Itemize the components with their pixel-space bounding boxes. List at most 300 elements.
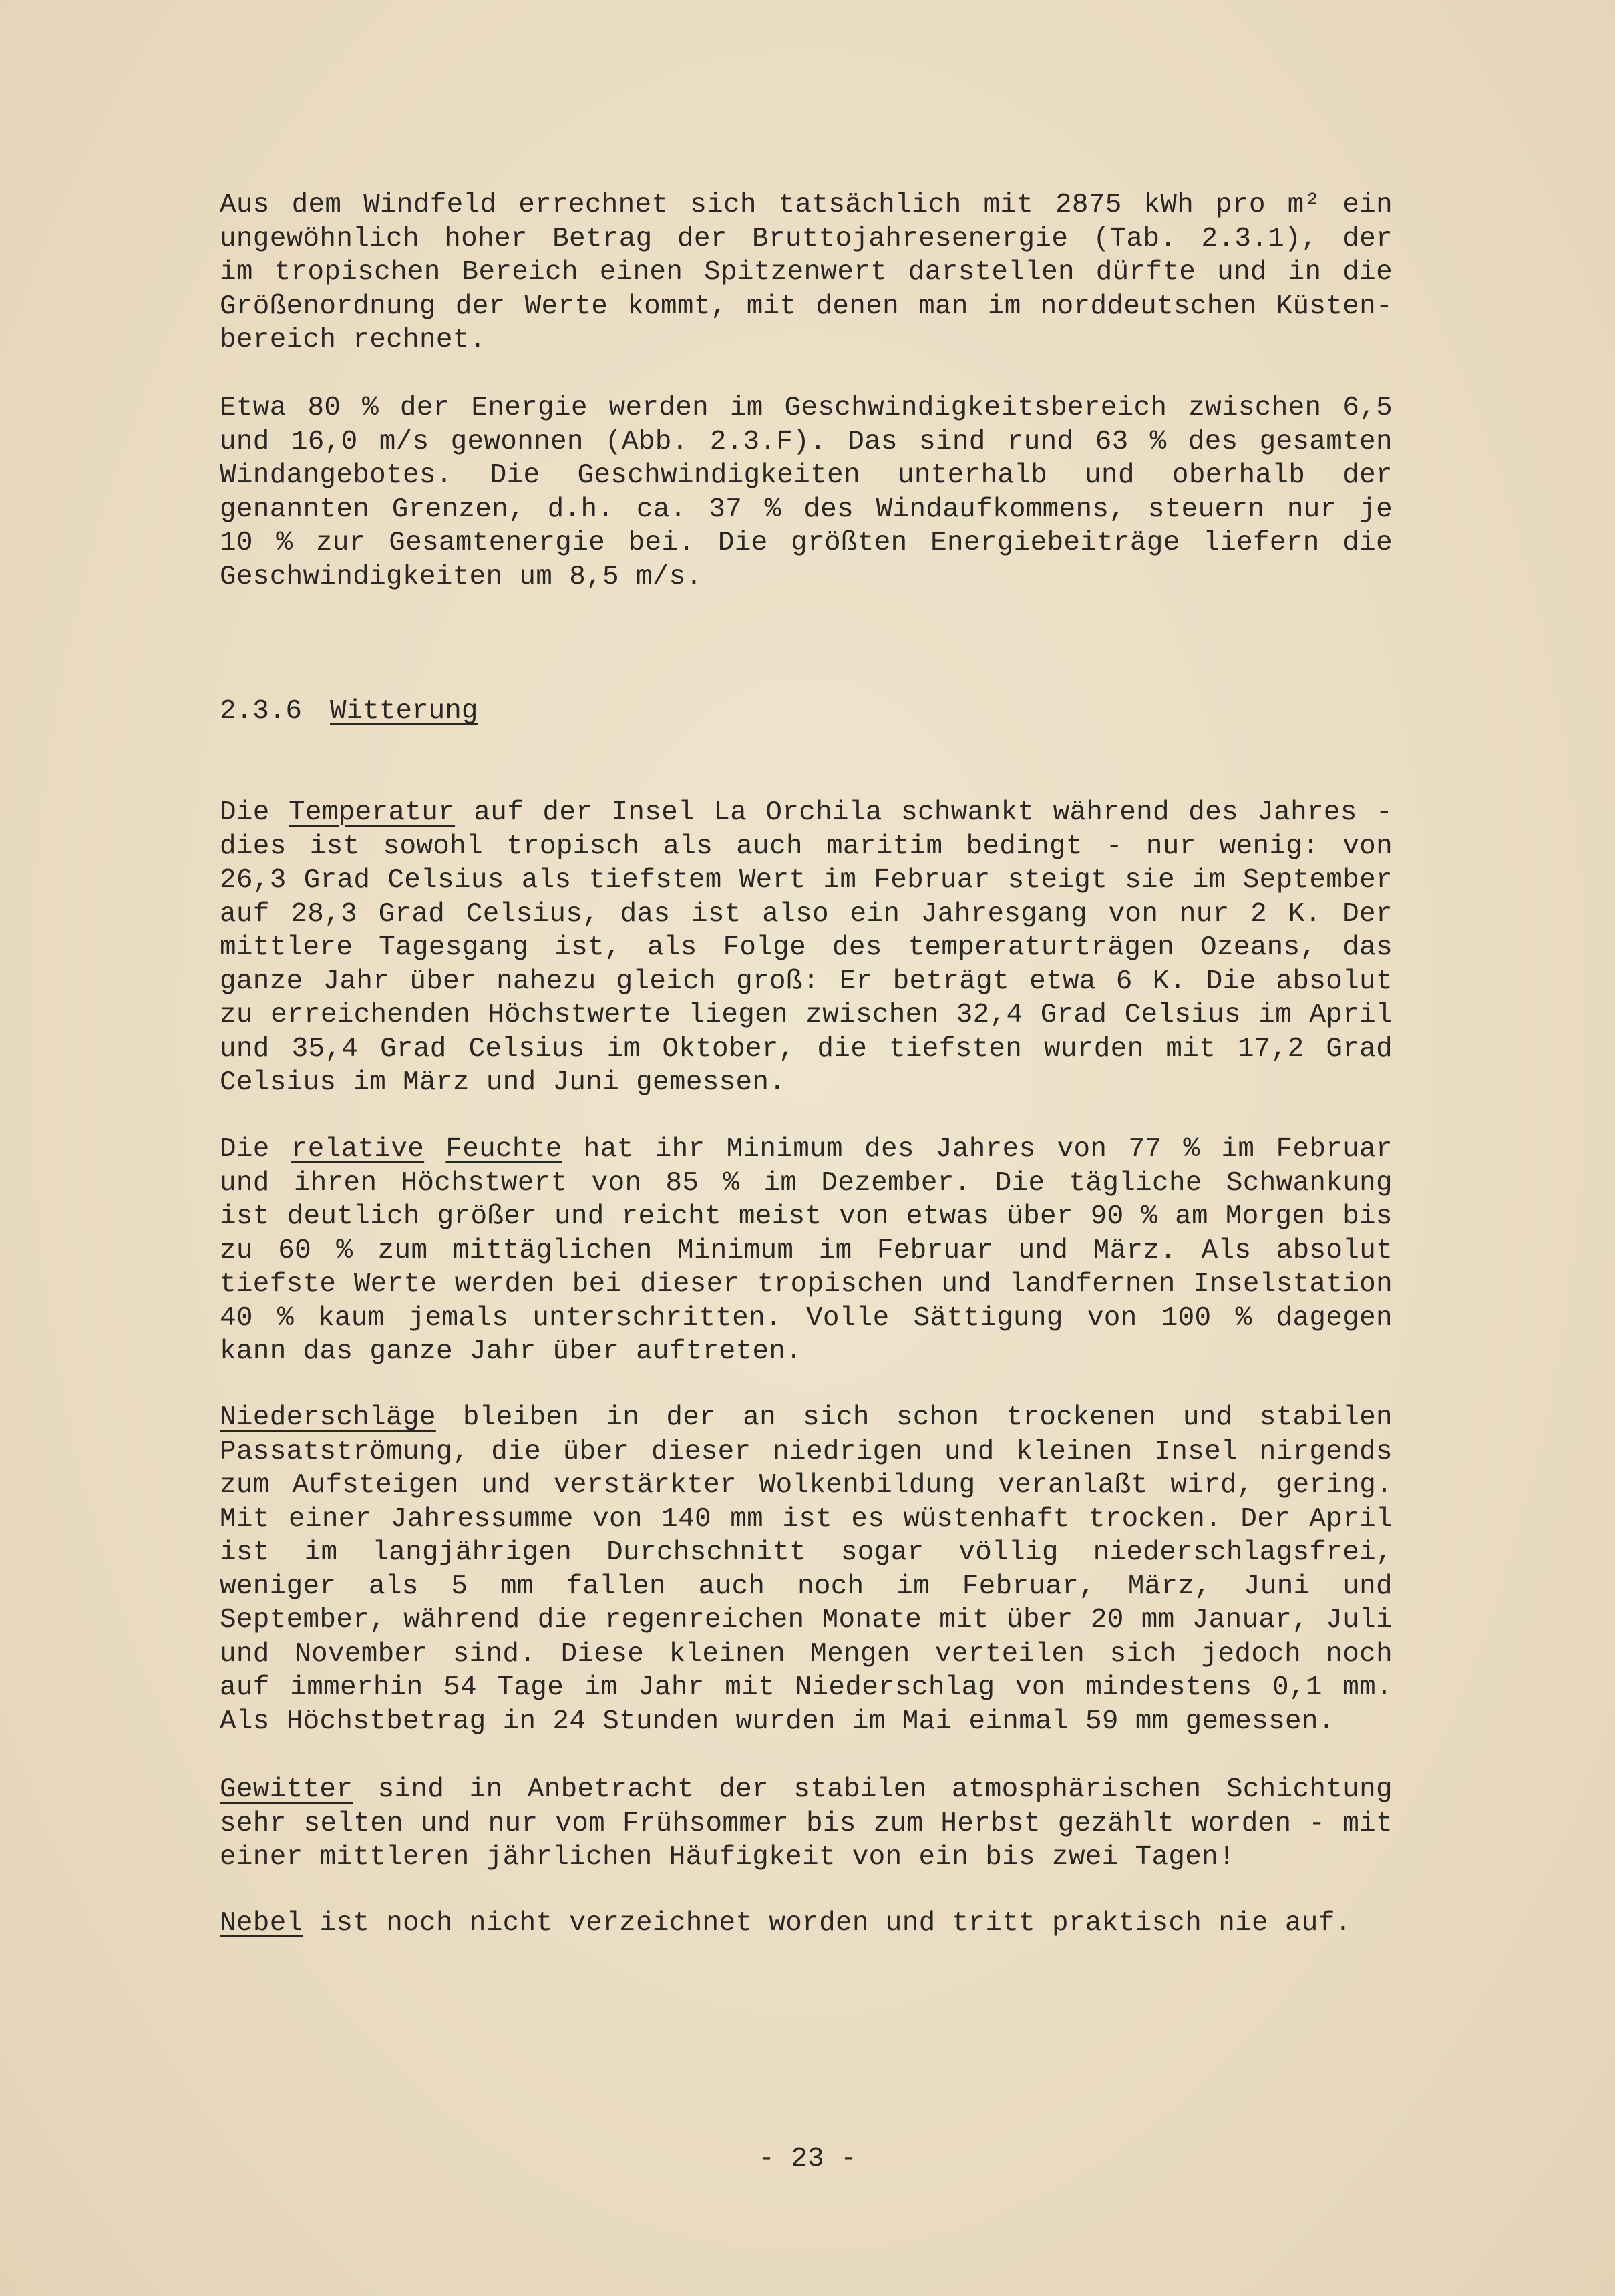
word: 90 <box>1090 1201 1124 1232</box>
text-line <box>220 323 1393 357</box>
word: der <box>399 393 450 423</box>
word: Inselstation <box>1193 1269 1393 1300</box>
word: atmosphärischen <box>951 1774 1202 1805</box>
word: der <box>1342 460 1393 491</box>
word: trockenen <box>1006 1402 1156 1433</box>
word: % <box>764 494 781 525</box>
word: noch <box>386 1908 453 1939</box>
word: worden <box>1192 1808 1292 1839</box>
word: des <box>864 1134 914 1165</box>
word: dem <box>291 190 342 220</box>
word: Häufigkeit <box>669 1842 836 1873</box>
section-title: Witterung <box>330 696 478 727</box>
word: im <box>584 1672 618 1703</box>
word: 100 <box>1161 1302 1212 1334</box>
word: November <box>295 1638 428 1670</box>
word: in <box>469 1774 503 1805</box>
word: auf <box>220 1672 270 1703</box>
word: mit <box>1165 1033 1216 1065</box>
word: reicht <box>621 1201 721 1232</box>
word: die <box>817 1033 868 1065</box>
word: Mit <box>220 1503 270 1535</box>
word: ein <box>1342 190 1393 220</box>
word: Geschwindigkeitsbereich <box>784 393 1168 423</box>
word: sehr <box>220 1808 287 1839</box>
word: bei <box>572 1269 622 1300</box>
word: Windaufkommens, <box>876 494 1126 525</box>
word: - <box>1308 1808 1326 1839</box>
word: die <box>1342 257 1393 288</box>
word: bei. <box>628 528 695 558</box>
word: Juni <box>1243 1571 1310 1602</box>
word: tropischen <box>757 1269 924 1300</box>
word: mit <box>746 291 797 322</box>
word: nicht <box>469 1908 553 1939</box>
word: je <box>1359 494 1393 525</box>
word: Als <box>220 1706 270 1737</box>
word: gering. <box>1276 1470 1393 1501</box>
word: Tagesgang <box>379 932 529 963</box>
word: mittleren <box>319 1842 470 1873</box>
word: ist <box>309 831 360 862</box>
word: mit <box>983 190 1034 220</box>
word: im <box>763 1167 797 1199</box>
word: ungewöhnlich <box>220 223 419 254</box>
word: zu <box>220 1235 253 1266</box>
word: Windangebotes. <box>220 460 453 491</box>
word: nur <box>488 1808 538 1839</box>
word: die <box>537 1605 588 1636</box>
word: März <box>403 1067 470 1098</box>
word: Gesamtenergie <box>389 528 606 558</box>
word: von <box>591 1167 642 1199</box>
text-line <box>220 526 1393 560</box>
word: Anbetracht <box>527 1774 694 1805</box>
word: Windfeld <box>363 190 497 220</box>
word: im <box>729 393 763 423</box>
text-line <box>220 1032 1393 1067</box>
word: selten <box>303 1808 404 1839</box>
text-line <box>220 864 1393 898</box>
word: und <box>554 1201 604 1232</box>
word: - <box>1105 831 1123 862</box>
word: veranlaßt <box>998 1470 1148 1501</box>
text-line <box>220 965 1393 999</box>
section-number: 2.3.6 <box>220 696 303 727</box>
text-line <box>220 1335 1393 1369</box>
word: größer <box>437 1201 538 1232</box>
word: (Abb. <box>604 426 689 457</box>
word: der <box>677 223 727 254</box>
word: 6 <box>1115 966 1133 997</box>
word: im <box>606 1033 641 1065</box>
word: verstärkter <box>553 1470 737 1501</box>
word: bereich <box>220 325 337 355</box>
word: K. <box>1288 898 1322 930</box>
word: groß: <box>736 966 820 997</box>
word: und <box>220 1033 270 1065</box>
word: 2 <box>1250 898 1268 930</box>
text-line <box>220 998 1393 1032</box>
word: norddeutschen <box>1040 291 1257 322</box>
word: Höchstwerte <box>488 1000 671 1030</box>
word: bis <box>1342 1201 1393 1232</box>
word: wüstenhaft <box>903 1503 1070 1535</box>
word: April <box>1309 1503 1393 1535</box>
word: 35,4 <box>291 1033 359 1065</box>
word: sogar <box>840 1537 924 1568</box>
word: Werte <box>524 291 608 322</box>
word: auftreten. <box>636 1336 803 1367</box>
word: 40 <box>220 1302 253 1334</box>
text-line <box>220 1773 1393 1807</box>
word: vom <box>555 1808 606 1839</box>
paragraph-temperature <box>220 796 1393 1100</box>
word: errechnet <box>518 190 669 220</box>
word: man <box>918 291 968 322</box>
word: 8,5 <box>569 561 619 592</box>
word: Jahres <box>935 1134 1036 1165</box>
word: bis <box>805 1808 856 1839</box>
word: weniger <box>220 1571 337 1602</box>
word: dies <box>220 831 287 862</box>
text-line <box>220 391 1393 425</box>
word: Jahr <box>469 1336 536 1367</box>
word: die <box>491 1436 541 1467</box>
word: Die <box>717 528 768 558</box>
text-line <box>220 931 1393 965</box>
word: Er <box>839 966 873 997</box>
word: ein <box>850 898 900 930</box>
word: in <box>1288 257 1322 288</box>
word: das <box>303 1336 353 1367</box>
word: (Tab. <box>1093 223 1177 254</box>
word: ist <box>220 1201 270 1232</box>
paragraph-energy-distribution <box>220 391 1393 594</box>
word: es <box>851 1503 885 1535</box>
word: einen <box>599 257 683 288</box>
word: des <box>1188 426 1238 457</box>
word: gezählt <box>1057 1808 1175 1839</box>
paragraph-precipitation <box>220 1401 1393 1738</box>
word: Morgen <box>1225 1201 1326 1232</box>
word: von <box>839 1201 889 1232</box>
word: mm <box>730 1503 764 1535</box>
word: ganze <box>369 1336 453 1367</box>
word: am <box>1175 1201 1208 1232</box>
word: Energie <box>471 393 588 423</box>
text-line <box>220 1503 1393 1537</box>
word: praktisch <box>1052 1908 1202 1939</box>
text-line <box>220 830 1393 864</box>
word: über <box>1007 1605 1073 1636</box>
word: unterschritten. <box>532 1302 782 1334</box>
word: La <box>713 797 747 828</box>
word: Spitzenwert <box>704 257 888 288</box>
word: und <box>1217 257 1267 288</box>
word: von <box>1342 831 1393 862</box>
word: Energiebeiträge <box>930 528 1180 558</box>
word: niedrigen <box>773 1436 923 1467</box>
text-line <box>220 1401 1393 1435</box>
word: 2.3.F). <box>709 426 827 457</box>
word: noch <box>1326 1638 1393 1670</box>
word: zur <box>315 528 366 558</box>
word: als <box>521 865 572 896</box>
word: wurden <box>735 1706 836 1737</box>
word: hat <box>583 1134 634 1165</box>
word: meist <box>738 1201 822 1232</box>
word: 2875 <box>1055 190 1122 220</box>
word: dieser <box>639 1269 740 1300</box>
word: völlig <box>958 1537 1059 1568</box>
word: % <box>362 393 379 423</box>
word: Aus <box>220 190 270 220</box>
word: landfernen <box>1009 1269 1176 1300</box>
word: Tage <box>497 1672 564 1703</box>
word: Januar, <box>1192 1605 1309 1636</box>
word: 77 <box>1128 1134 1162 1165</box>
word: ist <box>319 1908 370 1939</box>
word: Februar <box>874 865 991 896</box>
text-line <box>220 1807 1393 1841</box>
word: von <box>1015 1672 1065 1703</box>
text-line <box>220 256 1393 290</box>
word: im <box>852 1706 886 1737</box>
word: und <box>220 1167 270 1199</box>
word: März. <box>1093 1235 1177 1266</box>
word: Bruttojahresenergie <box>752 223 1069 254</box>
word: und <box>220 426 270 457</box>
word: von <box>592 1503 643 1535</box>
word: Werte <box>353 1269 437 1300</box>
word: und <box>885 1908 936 1939</box>
word: sich <box>1109 1638 1177 1670</box>
word: stabilen <box>1259 1402 1393 1433</box>
word: tiefste <box>220 1269 337 1300</box>
word: auch <box>698 1571 765 1602</box>
word: hoher <box>444 223 528 254</box>
text-line <box>220 1570 1393 1604</box>
word: Dezember. <box>821 1167 971 1199</box>
word: jemals <box>408 1302 509 1334</box>
word: Niederschlag <box>795 1672 995 1703</box>
word: nirgends <box>1259 1436 1393 1467</box>
word: Grad <box>1040 1000 1107 1030</box>
section-heading <box>220 695 478 728</box>
word: mm. <box>1342 1672 1393 1703</box>
word: zwischen <box>805 1000 939 1030</box>
word: Celsius <box>387 865 504 896</box>
paragraph-wind-energy <box>220 188 1393 357</box>
word: im <box>304 1537 338 1568</box>
word: % <box>336 1235 353 1266</box>
text-line <box>220 1671 1393 1705</box>
word: sich <box>690 190 757 220</box>
word: pro <box>1216 190 1266 220</box>
word: verzeichnet <box>569 1908 753 1939</box>
word: 26,3 <box>220 865 287 896</box>
word: Grad <box>380 1033 447 1065</box>
word: % <box>1235 1302 1252 1334</box>
word: ist, <box>554 932 621 963</box>
word: 140 <box>661 1503 711 1535</box>
word: tatsächlich <box>778 190 962 220</box>
word: 63 <box>1095 426 1129 457</box>
word: auch <box>736 831 803 862</box>
word: auf <box>220 898 270 930</box>
word: gesamten <box>1259 426 1393 457</box>
word: Juni <box>552 1067 620 1098</box>
word: nur <box>1145 831 1196 862</box>
word: Minimum <box>726 1134 843 1165</box>
word: 60 <box>278 1235 311 1266</box>
word: Die <box>220 1134 270 1165</box>
text-line <box>220 1469 1393 1503</box>
word: % <box>1149 426 1167 457</box>
word: des <box>803 494 854 525</box>
word: als <box>647 932 697 963</box>
word: bedingt <box>966 831 1083 862</box>
word: und <box>481 1470 532 1501</box>
word: der <box>455 291 506 322</box>
word: Minimum <box>677 1235 794 1266</box>
word: Orchila <box>765 797 882 828</box>
word: an <box>743 1402 776 1433</box>
word: immerhin <box>290 1672 423 1703</box>
word: Schichtung <box>1226 1774 1393 1805</box>
word: Als <box>1201 1235 1252 1266</box>
word: Geschwindigkeiten <box>577 460 860 491</box>
word: 6,5 <box>1342 393 1393 423</box>
word: denen <box>816 291 900 322</box>
paragraph-fog <box>220 1907 1393 1941</box>
word: etwas <box>906 1201 990 1232</box>
word: Celsius, <box>466 898 600 930</box>
word: Jahressumme <box>390 1503 574 1535</box>
word: etwa <box>1029 966 1096 997</box>
word: 37 <box>709 494 743 525</box>
word: unterhalb <box>897 460 1048 491</box>
word: absolut <box>1276 1235 1393 1266</box>
word: als <box>369 1571 419 1602</box>
word: Wert <box>739 865 806 896</box>
word: der <box>1342 223 1393 254</box>
word: Schwankung <box>1226 1167 1393 1199</box>
word: mittäglichen <box>452 1235 653 1266</box>
word: nahezu <box>496 966 596 997</box>
word: über <box>1007 1201 1073 1232</box>
word: der <box>719 1774 769 1805</box>
text-line <box>220 1200 1393 1234</box>
word: im <box>987 291 1021 322</box>
word: auf <box>474 797 524 828</box>
word: im <box>220 257 253 288</box>
word: kleinen <box>669 1638 785 1670</box>
word: wenig: <box>1219 831 1320 862</box>
word: zum <box>873 1808 924 1839</box>
word: Stunden <box>602 1706 719 1737</box>
word: des <box>1188 797 1238 828</box>
word: Passatströmung, <box>220 1436 470 1467</box>
word: verteilen <box>935 1638 1085 1670</box>
text-line <box>220 898 1393 932</box>
word: kleinen <box>1016 1436 1133 1467</box>
word: 24 <box>552 1706 586 1737</box>
word: tropisch <box>506 831 640 862</box>
word: größten <box>791 528 908 558</box>
word: mm <box>500 1571 534 1602</box>
word: Diese <box>560 1638 645 1670</box>
word: zwischen <box>1188 393 1322 423</box>
text-line <box>220 1907 1393 1941</box>
text-line <box>220 1268 1393 1302</box>
word: und <box>1018 1235 1069 1266</box>
word: werden <box>454 1269 555 1300</box>
word: zu <box>220 1000 253 1030</box>
word: Die <box>1206 966 1256 997</box>
word: mittlere <box>220 932 353 963</box>
word: Jahresgang <box>920 898 1087 930</box>
word: in <box>502 1706 536 1737</box>
word: über <box>409 966 476 997</box>
word: und <box>1182 1402 1233 1433</box>
word: Geschwindigkeiten <box>220 561 503 592</box>
word: kWh <box>1143 190 1194 220</box>
word: im <box>896 1571 930 1602</box>
word: Betrag <box>552 223 653 254</box>
word: Februar, <box>962 1571 1095 1602</box>
word: regenreichen <box>604 1605 805 1636</box>
word: mit <box>725 1672 775 1703</box>
text-line <box>220 459 1393 493</box>
word: und <box>941 1269 992 1300</box>
paragraph-thunderstorms <box>220 1773 1393 1875</box>
word: Etwa <box>220 393 287 423</box>
word: dieser <box>651 1436 751 1467</box>
word: ist <box>782 1503 833 1535</box>
underlined-term: Nebel <box>220 1908 303 1939</box>
word: Celsius <box>1124 1000 1241 1030</box>
word: Insel <box>611 797 695 828</box>
text-line <box>220 222 1393 256</box>
word: im <box>818 1235 852 1266</box>
word: sowohl <box>383 831 483 862</box>
text-line <box>220 290 1393 324</box>
word: März, <box>1127 1571 1212 1602</box>
word: Tagen! <box>1135 1842 1235 1873</box>
word: dürfte <box>1095 257 1196 288</box>
word: Die <box>220 797 270 828</box>
word: 16,0 <box>291 426 358 457</box>
text-line <box>220 1536 1393 1570</box>
word: in <box>606 1402 640 1433</box>
word: Höchstwert <box>401 1167 568 1199</box>
word: Folge <box>723 932 806 963</box>
word: bleiben <box>462 1402 580 1433</box>
word: absolut <box>1276 966 1393 997</box>
word: Der <box>1342 898 1393 930</box>
word: 32,4 <box>956 1000 1023 1030</box>
underlined-term: relative <box>291 1134 425 1165</box>
word: ca. <box>636 494 687 525</box>
word: 80 <box>307 393 341 423</box>
text-line <box>220 1234 1393 1268</box>
word: auf. <box>1284 1908 1352 1939</box>
word: die <box>1342 528 1393 558</box>
word: 10 <box>220 528 253 558</box>
word: und <box>1342 1571 1393 1602</box>
